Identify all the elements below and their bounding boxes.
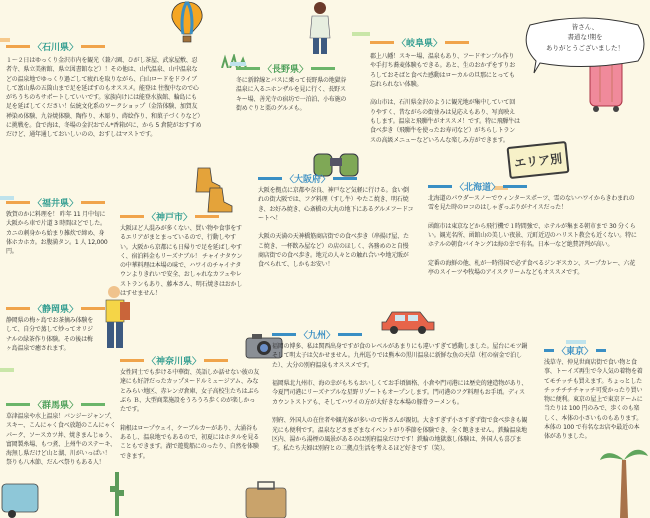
region-header-nagano (236, 62, 335, 75)
region-card-osaka (258, 186, 414, 270)
region-text: 北海道のパウダースノーでウィンタースポーツ、雪のないハワイからきわまれの雪を見た時のロコのはしゃぎっぷりがナイスだった！ 函館市は東京などから飛行機で１時間強で、ホテルが集まる朝市まで 30 分くらい。観光名所、函館山の美しい夜景、元町近辺のハリスト教会も近くない。特にホテルの朝食バイキングは海の幸で有名。日本一など絶賛評判が高い。 定番の海鮮の他、札が一時得国で必ず食べるジンギスカン、スープカレー、六花亭のスイーツや牧場のアイスクリームなどもオススメです。 (428, 195, 637, 277)
hiker-woman-icon (302, 0, 338, 58)
car-icon (380, 306, 436, 334)
region-card-kobe (120, 224, 244, 298)
region-header-kyushu (272, 328, 362, 341)
region-title: 〈北海道〉 (455, 183, 501, 193)
cactus-icon (106, 468, 128, 518)
region-text: 草津温泉や水上温泉！バンジージャンプ、スキー、こんにゃく食べ放題のこんにゃくパーク、ソースカツ丼、焼きまんじゅう、富岡製糸場、もつ煮、上州牛のステーキ、海無し県だけど山と湖、川がいっぱい！祭りも八木節、だんべ祭りもある人！ (6, 413, 116, 467)
region-header-gifu (370, 36, 469, 49)
region-card-nagano (236, 76, 348, 113)
tape-decoration (0, 368, 14, 372)
region-text: 静岡県の梅ヶ島でお茶摘み体験をして、自分で蒸して炒ってオリジナルの緑茶作り体験。その後は梅ヶ島温泉で癒されます。 (6, 317, 94, 352)
region-header-osaka (258, 172, 357, 185)
region-title: 〈大阪府〉 (285, 175, 331, 185)
region-text: 女性同士でも歩ける中華街、英語しか話せない彼の友達にも好評だったカップヌードルミュージアム、みなとみらい地区、赤レンガ倉庫、女子高校生たちはぶらぶら Ｂ、大型商業施設をうろうろ歩くのが楽しかったです。 箱根はロープウェイ、ケーブルカーがあり、大涌谷もあるし、温泉地でもあるので、初夏にはホタルを見ることもできます。湖で遊覧船にのったり、自然を体験できます。 (120, 369, 260, 460)
region-title: 〈神奈川県〉 (147, 357, 202, 367)
region-text: 敦賀のかに料理を！ 昨年 11 月中旬に大阪から車で片道 3 時間ほどでした。カニの刺身から始まり雑炊で締め、身体ホカホカ。お腹満タン。1 人 12,000 円。 (6, 211, 108, 256)
region-text: 冬に新幹線とバスに乗って長野県の地獄谷温泉に入るニホンザルを見に行く、長野スキー場、善光寺の宿坊で一泊泊、小布施の街めぐりと栗のグルメも。 (236, 77, 347, 112)
region-title: 〈九州〉 (299, 331, 336, 341)
region-card-gifu (370, 52, 520, 145)
region-header-ishikawa (6, 40, 105, 53)
region-title: 〈静岡県〉 (33, 305, 79, 315)
region-card-kyushu (272, 342, 528, 454)
region-header-hokkaido (428, 180, 527, 193)
region-title: 〈岐阜県〉 (397, 39, 443, 49)
camping-trailer-icon (0, 474, 40, 518)
suitcase-small-icon (244, 480, 288, 518)
region-card-tokyo (544, 358, 644, 442)
hot-air-balloon-icon (168, 0, 206, 44)
region-title: 〈石川県〉 (33, 43, 79, 53)
region-header-kobe (120, 210, 219, 223)
region-text: 大阪を拠点に京都や奈良、神戸など気軽に行ける。食い倒れの街大阪では、フグ料理（すし牛）やたこ焼き、明石焼き、お好み焼き、心斎橋の大丸の地下にあるグルメフードコートへ！ 大阪の天満の天神橋筋商店街での食べ歩き（串揚げ屋、たこ焼き、一杯飲み屋など）の店のほしく、各務めのと自慢商店街での食べ歩き。地元の人々との触れ合いや地元販が食べられて、しかもお安い！ (258, 187, 414, 269)
tape-decoration (352, 32, 370, 36)
region-title: 〈長野県〉 (263, 65, 309, 75)
palm-tree-icon (600, 440, 648, 518)
region-header-shizuoka (6, 302, 105, 315)
hiking-boots-icon (190, 164, 240, 214)
region-header-gunma (6, 398, 105, 411)
region-text: １～２日はゆっくり金沢市内を観光（兼六園、ひがし茶屋、武家屋敷、忍者寺、県立美術館、県立図書館など）！その他は、山代温泉、山中温泉などの温泉地でゆっくり過ごして疲れを取りながら、白山ロードをドライブして富山県の五箇山まで足を延ばすのもオススメ。能登は 往復中なので心がちうちのちサポートしていいです。家族向けには能登水族館、輪島にも足を延ばしてください！伝統文化系のワークショップ（金箔体験、加賀友禅染め体験、九谷焼体験、陶作り、木彫り、蒔絵作り、和菓子づくりなど）に挑戦を。食で海は、冬場の金沢おでん*香箱がに、から 5 倉院がおすすめだけど、通年通しておいしいのの、おすしはマストです。 (6, 57, 202, 139)
region-text: 郡上八幡！スキー場、温泉もあり、フードサンプル作りや手打ち蕎麦体験もできる。あと、生のおかずをすりおろしておそばと食べた感動はローカルの旦那にとっても忘れられない体験。 高山市は、石川県金沢のように観光地が集中していて回りやすく、昔ながらの街並みは見応えもあり、写真映えもします。温泉と飛騨牛がオススメ！です。特に飛騨牛は食べ歩き（飛騨牛を使ったお寿司など）がちらしトランスの高級メニューなどいろんな楽しみ方ができます。 (370, 53, 520, 144)
region-card-fukui (6, 210, 110, 256)
region-card-ishikawa (6, 56, 202, 140)
region-card-shizuoka (6, 316, 98, 353)
region-text: 福岡の博多、私は関西出身ですが食のレベルがあまりにも違いすぎて感動しました。屋台にモツ鍋そして明太子は欠かせません。九州巡りでは熊本の黒川温泉に新鮮な魚の天草（杠の宿金で泊した）、大分の別府温泉もオススメです。 福岡県北九州市、海の幸がもちもおいしくてお手頃価格、小倉や門司港には歴史的建造物があり、今夏門司港にリーズナブルな星野リゾートもオープンします。門司港のフグ料理もお手頃。ディスカウントストアも、そしてハワイの方が大好きな本場の豚骨ラーメンも。 別府、外国人の在住者や観光客が多いので皆さんが親切。大きすぎず小さすぎず街で食べ歩きも観光にも便利です。温泉などさまざまなイベントがり季節を体験でき、全く飽きません。鉄輪温泉地区内、湯から湯煙の風景があるのは別府温泉だけです！鉄輪の地獄蒸し体験は、外国人も喜びます。私たち夫婦は別府との二拠点生活を考えるほど好きです（笑）。 (272, 343, 528, 453)
region-card-kanagawa (120, 368, 260, 461)
region-header-tokyo (544, 344, 606, 357)
region-text: 大阪ほど人混みが多くない、買い物や食事をするエリアがまとまっているので、行動しやすい。大阪から京都にも日帰りで足を延ばしやすく、宿泊料金もリーズナブル！ チャイナタウンの中華料理は本場の味で、ハワイのチャイナタウンよりきれいで安全、おしゃれなカフェやレストランもあり、藤本さん、明石焼きはおかしはすせません！ (120, 225, 243, 298)
region-card-hokkaido (428, 194, 640, 278)
area-sign: エリア別 (506, 141, 569, 179)
region-title: 〈東京〉 (557, 347, 594, 357)
region-text: 浅草寺、仲見世商店街で食い物と食事、トーイズ再生で今人気の着物を着てモチッチも買えます。ちょっとしたチッチチチチャッチ可愛かったり買い物に便利。東京の屋上で東京ドームに当たりは 100 円のみで、歩くのも楽しく、本体の小さいものもあります。本体の 100 で有名なお店や最近の本体がありました。 (544, 359, 643, 441)
region-title: 〈群馬県〉 (33, 401, 79, 411)
region-card-gunma (6, 412, 116, 468)
thank-you-message: 皆さん、 書道な!期を ありがとうございました！ (546, 23, 624, 52)
region-title: 〈神戸市〉 (147, 213, 193, 223)
region-header-kanagawa (120, 354, 228, 367)
region-header-fukui (6, 196, 105, 209)
region-title: 〈福井県〉 (33, 199, 79, 209)
